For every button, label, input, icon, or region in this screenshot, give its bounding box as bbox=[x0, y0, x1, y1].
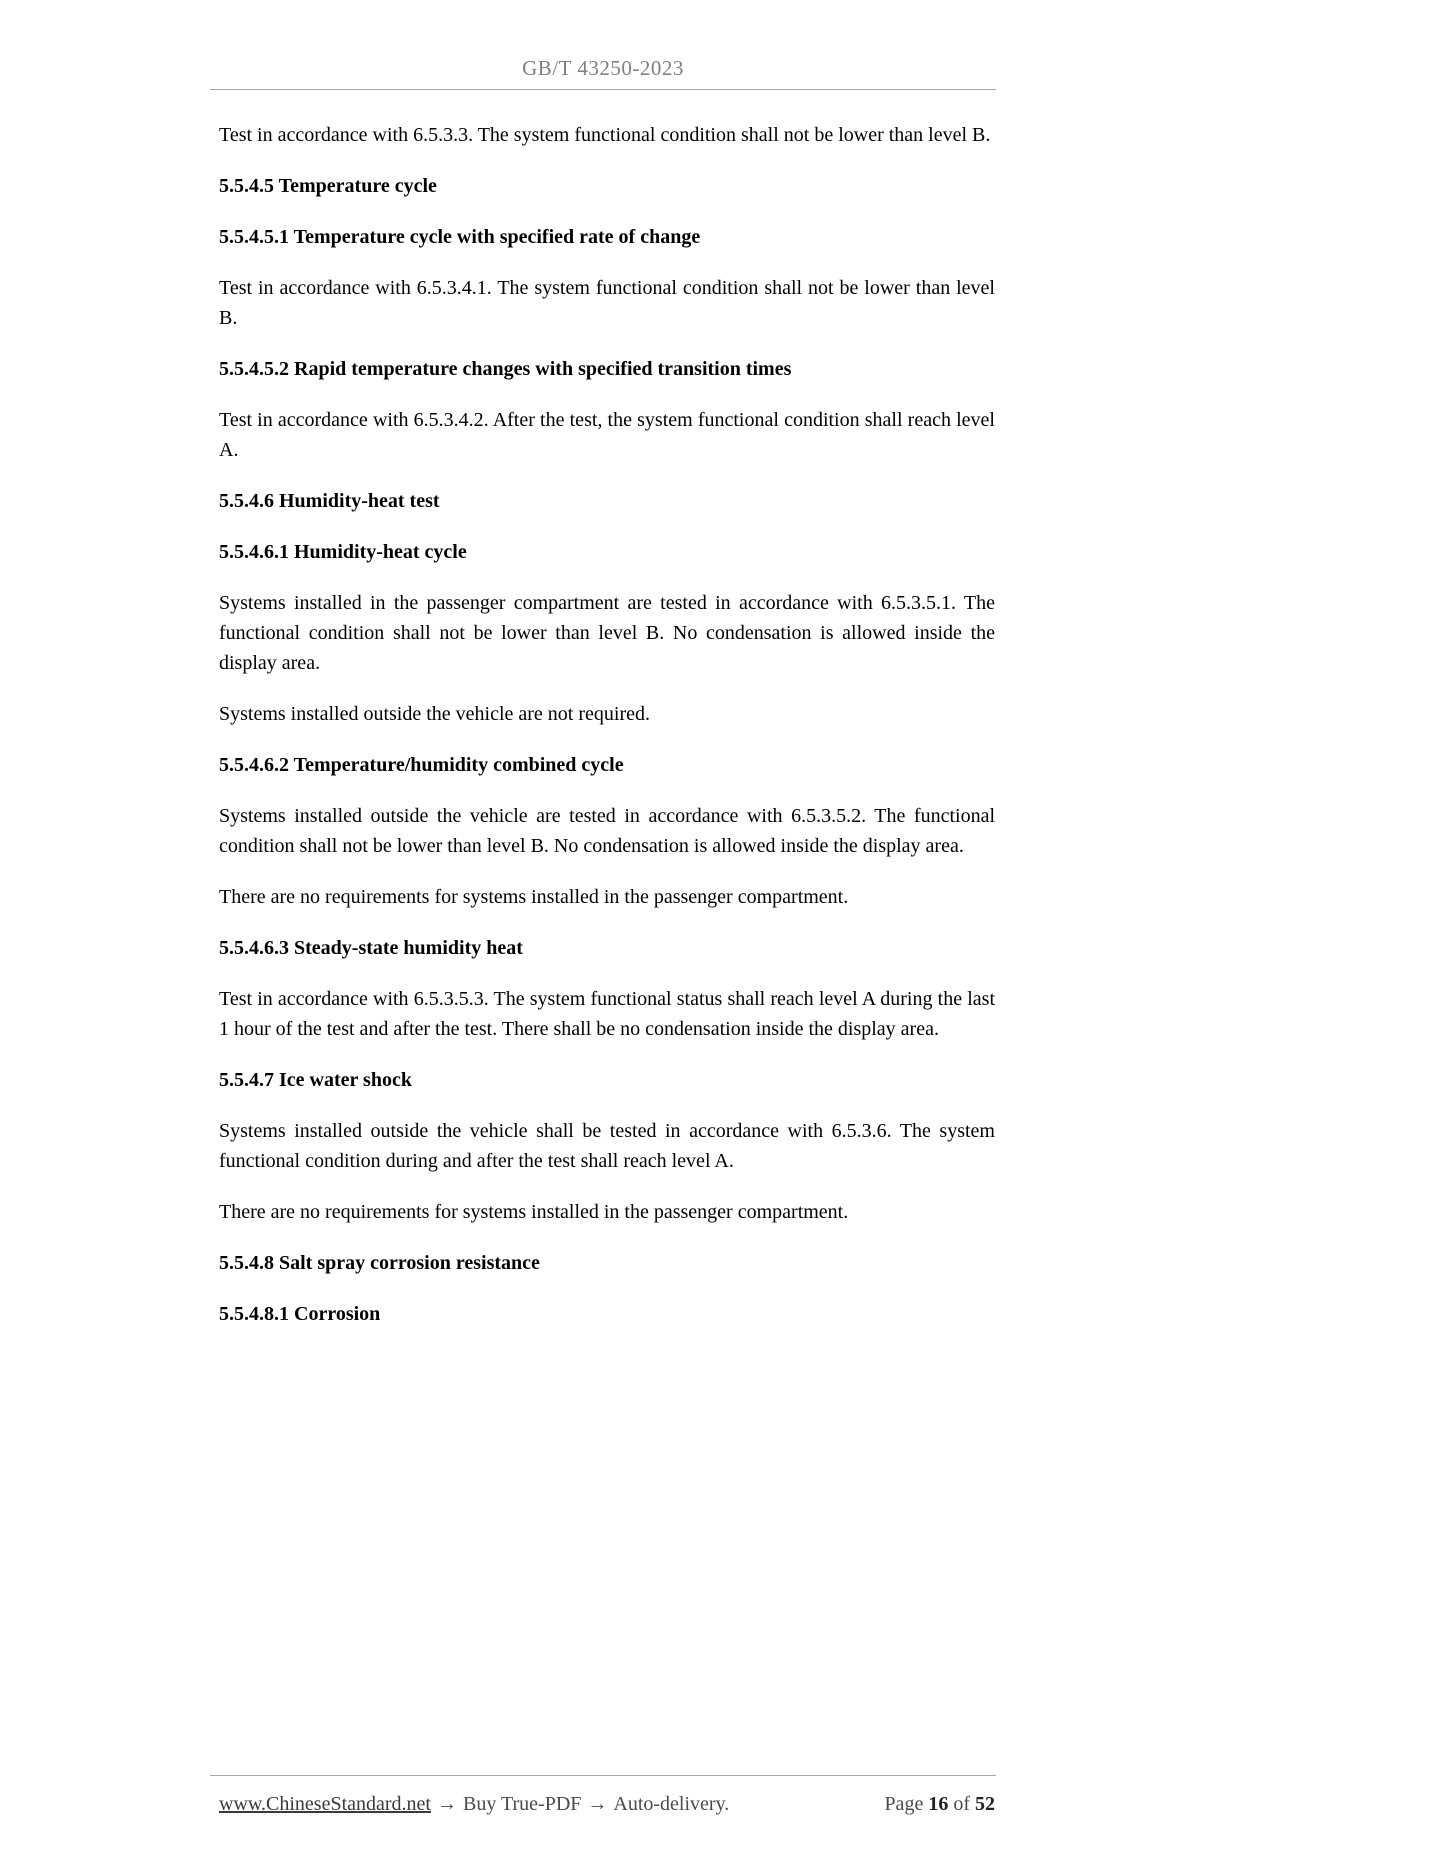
footer-divider bbox=[210, 1775, 996, 1776]
arrow-right-icon: → bbox=[437, 1793, 457, 1815]
page-footer bbox=[219, 1793, 995, 1816]
footer-current-page: 16 bbox=[928, 1793, 949, 1815]
section-heading: 5.5.4.6 Humidity-heat test bbox=[219, 490, 440, 512]
section-heading: 5.5.4.8.1 Corrosion bbox=[219, 1303, 381, 1325]
paragraph: There are no requirements for systems installed in the passenger compartment. bbox=[219, 886, 849, 908]
paragraph: Systems installed outside the vehicle are not required. bbox=[219, 703, 650, 725]
footer-of-word: of bbox=[953, 1793, 970, 1815]
paragraph: Test in accordance with 6.5.3.4.1. The system functional condition shall not be lower than level B. bbox=[219, 277, 995, 329]
footer-total-pages: 52 bbox=[975, 1793, 995, 1815]
footer-buy-text: Buy True-PDF bbox=[463, 1793, 582, 1815]
section-heading: 5.5.4.5 Temperature cycle bbox=[219, 175, 437, 197]
paragraph: There are no requirements for systems installed in the passenger compartment. bbox=[219, 1201, 849, 1223]
section-heading: 5.5.4.6.3 Steady-state humidity heat bbox=[219, 937, 523, 959]
section-heading: 5.5.4.6.1 Humidity-heat cycle bbox=[219, 541, 467, 563]
section-heading: 5.5.4.5.1 Temperature cycle with specified rate of change bbox=[219, 226, 701, 248]
section-heading: 5.5.4.5.2 Rapid temperature changes with specified transition times bbox=[219, 358, 792, 380]
footer-page-word: Page bbox=[884, 1793, 924, 1815]
header-standard-number: GB/T 43250-2023 bbox=[522, 56, 684, 80]
document-content bbox=[219, 120, 995, 1350]
footer-delivery-text: Auto-delivery. bbox=[613, 1793, 730, 1815]
paragraph: Test in accordance with 6.5.3.3. The system functional condition shall not be lower than level B. bbox=[219, 124, 991, 146]
section-heading: 5.5.4.8 Salt spray corrosion resistance bbox=[219, 1252, 540, 1274]
section-heading: 5.5.4.7 Ice water shock bbox=[219, 1069, 412, 1091]
paragraph: Systems installed outside the vehicle are tested in accordance with 6.5.3.5.2. The functional condition shall not be lower than level B. No condensation is allowed inside the display area. bbox=[219, 805, 995, 857]
header-divider bbox=[210, 89, 996, 90]
paragraph: Systems installed outside the vehicle shall be tested in accordance with 6.5.3.6. The system functional condition during and after the test shall reach level A. bbox=[219, 1120, 995, 1172]
paragraph: Systems installed in the passenger compartment are tested in accordance with 6.5.3.5.1. The functional condition shall not be lower than level B. No condensation is allowed inside the display area. bbox=[219, 592, 995, 674]
arrow-right-icon: → bbox=[587, 1793, 608, 1815]
section-heading: 5.5.4.6.2 Temperature/humidity combined cycle bbox=[219, 754, 624, 776]
footer-website-link[interactable]: www.ChineseStandard.net bbox=[219, 1793, 431, 1815]
paragraph: Test in accordance with 6.5.3.5.3. The system functional status shall reach level A during the last 1 hour of the test and after the test. There shall be no condensation inside the display area. bbox=[219, 988, 995, 1040]
footer-page-indicator bbox=[884, 1793, 995, 1816]
paragraph: Test in accordance with 6.5.3.4.2. After the test, the system functional condition shall reach level A. bbox=[219, 409, 995, 461]
footer-source-line bbox=[219, 1793, 729, 1816]
